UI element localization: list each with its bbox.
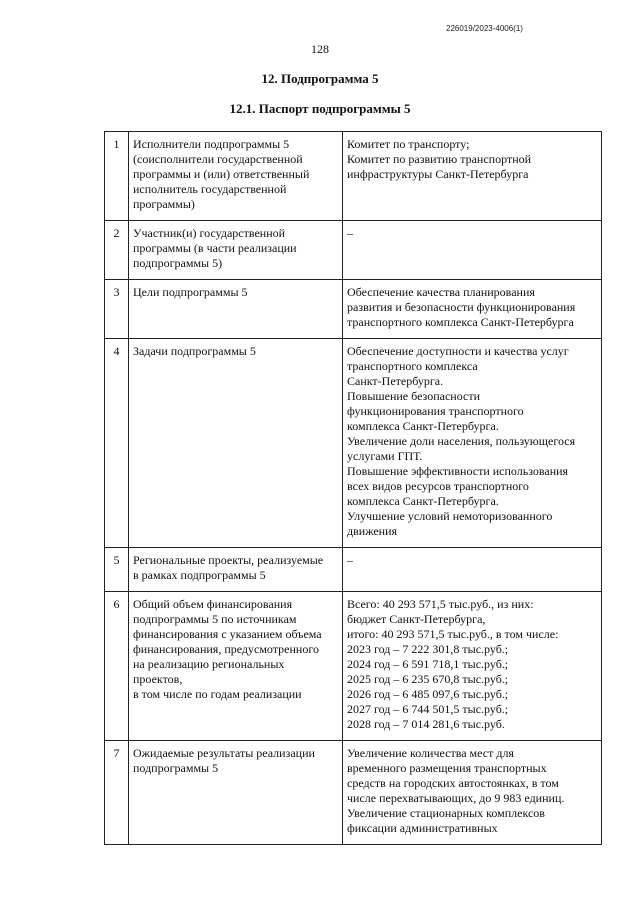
row-value xyxy=(343,221,602,280)
section-subtitle: 12.1. Паспорт подпрограммы 5 xyxy=(229,101,411,116)
text-line: Исполнители подпрограммы 5 xyxy=(133,137,290,151)
row-label xyxy=(129,280,343,339)
row-number: 1 xyxy=(105,132,129,221)
text-line: 2023 год – 7 222 301,8 тыс.руб.; xyxy=(347,642,509,656)
text-line: транспортного комплекса xyxy=(347,359,478,373)
text-line: в том числе по годам реализации xyxy=(133,687,302,701)
text-line: Повышение безопасности xyxy=(347,389,481,403)
row-label xyxy=(129,339,343,548)
text-line: Цели подпрограммы 5 xyxy=(133,285,248,299)
text-line: финансирования с указанием объема xyxy=(133,627,322,641)
text-line: программы и (или) ответственный xyxy=(133,167,310,181)
text-line: программы (в части реализации xyxy=(133,241,297,255)
text-line: программы) xyxy=(133,197,195,211)
text-line: числе перехватывающих, до 9 983 единиц. xyxy=(347,791,565,805)
text-line: – xyxy=(347,226,353,240)
table-row xyxy=(105,280,602,339)
text-line: на реализацию региональных xyxy=(133,657,285,671)
text-line: комплекса Санкт-Петербурга. xyxy=(347,419,499,433)
subprogram-passport-table xyxy=(104,131,602,845)
text-line: Общий объем финансирования xyxy=(133,597,293,611)
row-label xyxy=(129,548,343,592)
row-value xyxy=(343,592,602,741)
text-line: Повышение эффективности использования xyxy=(347,464,569,478)
row-value xyxy=(343,741,602,845)
text-line: Региональные проекты, реализуемые xyxy=(133,553,324,567)
text-line: итого: 40 293 571,5 тыс.руб., в том числе: xyxy=(347,627,559,641)
text-line: Задачи подпрограммы 5 xyxy=(133,344,256,358)
text-line: средств на городских автостоянках, в том xyxy=(347,776,559,790)
text-line: подпрограммы 5 по источникам xyxy=(133,612,297,626)
row-value xyxy=(343,280,602,339)
text-line: бюджет Санкт-Петербурга, xyxy=(347,612,486,626)
row-label xyxy=(129,592,343,741)
text-line: Увеличение количества мест для xyxy=(347,746,514,760)
row-label xyxy=(129,221,343,280)
text-line: Обеспечение качества планирования xyxy=(347,285,535,299)
text-line: – xyxy=(347,553,353,567)
text-line: Всего: 40 293 571,5 тыс.руб., из них: xyxy=(347,597,534,611)
text-line: подпрограммы 5) xyxy=(133,256,223,270)
table-row xyxy=(105,132,602,221)
row-number: 2 xyxy=(105,221,129,280)
table-row xyxy=(105,592,602,741)
text-line: в рамках подпрограммы 5 xyxy=(133,568,266,582)
text-line: комплекса Санкт-Петербурга. xyxy=(347,494,499,508)
table-row xyxy=(105,221,602,280)
text-line: Ожидаемые результаты реализации xyxy=(133,746,315,760)
text-line: 2024 год – 6 591 718,1 тыс.руб.; xyxy=(347,657,509,671)
text-line: транспортного комплекса Санкт-Петербурга xyxy=(347,315,574,329)
text-line: Санкт-Петербурга. xyxy=(347,374,444,388)
table-row xyxy=(105,548,602,592)
row-number: 3 xyxy=(105,280,129,339)
text-line: проектов, xyxy=(133,672,183,686)
text-line: Обеспечение доступности и качества услуг xyxy=(347,344,569,358)
row-label xyxy=(129,132,343,221)
text-line: инфраструктуры Санкт-Петербурга xyxy=(347,167,529,181)
text-line: Увеличение стационарных комплексов xyxy=(347,806,545,820)
row-label xyxy=(129,741,343,845)
text-line: 2026 год – 6 485 097,6 тыс.руб.; xyxy=(347,687,509,701)
text-line: услугами ГПТ. xyxy=(347,449,423,463)
text-line: Комитет по транспорту; xyxy=(347,137,470,151)
text-line: всех видов ресурсов транспортного xyxy=(347,479,529,493)
text-line: Улучшение условий немоторизованного xyxy=(347,509,553,523)
text-line: Увеличение доли населения, пользующегося xyxy=(347,434,576,448)
row-number: 6 xyxy=(105,592,129,741)
text-line: Комитет по развитию транспортной xyxy=(347,152,532,166)
text-line: 2028 год – 7 014 281,6 тыс.руб. xyxy=(347,717,505,731)
row-number: 4 xyxy=(105,339,129,548)
row-value xyxy=(343,339,602,548)
section-title: 12. Подпрограмма 5 xyxy=(261,71,379,86)
row-number: 5 xyxy=(105,548,129,592)
text-line: развития и безопасности функционирования xyxy=(347,300,576,314)
text-line: фиксации административных xyxy=(347,821,498,835)
text-line: подпрограммы 5 xyxy=(133,761,219,775)
row-value xyxy=(343,132,602,221)
text-line: исполнитель государственной xyxy=(133,182,287,196)
page-number: 128 xyxy=(311,42,329,56)
document-registration-number: 226019/2023-4006(1) xyxy=(446,24,523,33)
text-line: Участник(и) государственной xyxy=(133,226,286,240)
text-line: 2025 год – 6 235 670,8 тыс.руб.; xyxy=(347,672,509,686)
row-value xyxy=(343,548,602,592)
text-line: (соисполнители государственной xyxy=(133,152,303,166)
row-number: 7 xyxy=(105,741,129,845)
table-row xyxy=(105,741,602,845)
table-row xyxy=(105,339,602,548)
text-line: финансирования, предусмотренного xyxy=(133,642,319,656)
text-line: функционирования транспортного xyxy=(347,404,524,418)
text-line: временного размещения транспортных xyxy=(347,761,547,775)
text-line: движения xyxy=(347,524,398,538)
text-line: 2027 год – 6 744 501,5 тыс.руб.; xyxy=(347,702,509,716)
